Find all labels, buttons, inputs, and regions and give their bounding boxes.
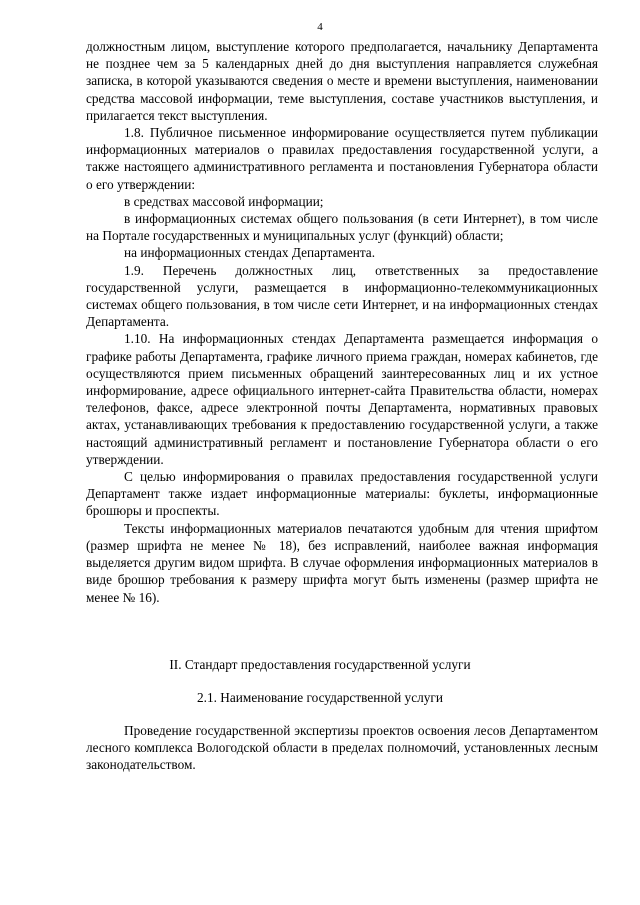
section-title: II. Стандарт предоставления государственной услуги [169,657,471,672]
subsection-title: 2.1. Наименование государственной услуги [197,690,443,705]
paragraph-1-9: 1.9. Перечень должностных лиц, ответственных за предоставление государственной услуги, размещается в информационно-телекоммуникационных системах общего пользования, в том числе сети Интернет, и на информационных стендах Департамента. [86,262,598,330]
body-text [86,38,598,606]
section-body [86,722,598,774]
page-number: 4 [317,21,323,33]
paragraph-service-name: Проведение государственной экспертизы проектов освоения лесов Департаментом лесного комплекса Вологодской области в пределах полномочий, установленных лесным законодательством. [86,723,598,773]
paragraph-speech-memo: должностным лицом, выступление которого предполагается, начальнику Департамента не позднее чем за 5 календарных дней до дня выступления направляется служебная записка, в которой указываются сведения о месте и времени выступления, наименовании средства массовой информации, теме выступления, составе участников выступления, и прилагается текст выступления. [86,39,598,123]
paragraph-font-size: Тексты информационных материалов печатаются удобным для чтения шрифтом (размер шрифта не менее № 18), без исправлений, наиболее важная информация выделяется другим видом шрифта. В случае оформления информационных материалов в виде брошюр требования к размеру шрифта могут быть изменены (размер шрифта не менее № 16). [86,520,598,605]
list-item-stands: на информационных стендах Департамента. [124,245,376,261]
paragraph-1-10: 1.10. На информационных стендах Департамента размещается информация о графике работы Департамента, графике личного приема граждан, номерах кабинетов, где осуществляются прием письменных обращений заинтересованных лиц и их устное информирование, адресе официального интернет-сайта Правительства области, номерах телефонов, факсе, адресе электронной почты Департамента, нормативных правовых актах, устанавливающих требования к предоставлению государственной услуги, а также настоящий административный регламент и постановление Губернатора области о его утверждении. [86,331,598,467]
paragraph-materials: С целью информирования о правилах предоставления государственной услуги Департамент также издает информационные материалы: буклеты, информационные брошюры и проспекты. [86,469,598,519]
list-item-mass-media: в средствах массовой информации; [124,193,324,209]
paragraph-1-8: 1.8. Публичное письменное информирование осуществляется путем публикации информационных материалов о правилах предоставления государственной услуги, а также настоящего административного регламента и постановления Губернатора области о его утверждении: [86,125,598,192]
list-item-internet: в информационных системах общего пользования (в сети Интернет), в том числе на Портале государственных и муниципальных услуг (функций) области; [86,211,598,244]
